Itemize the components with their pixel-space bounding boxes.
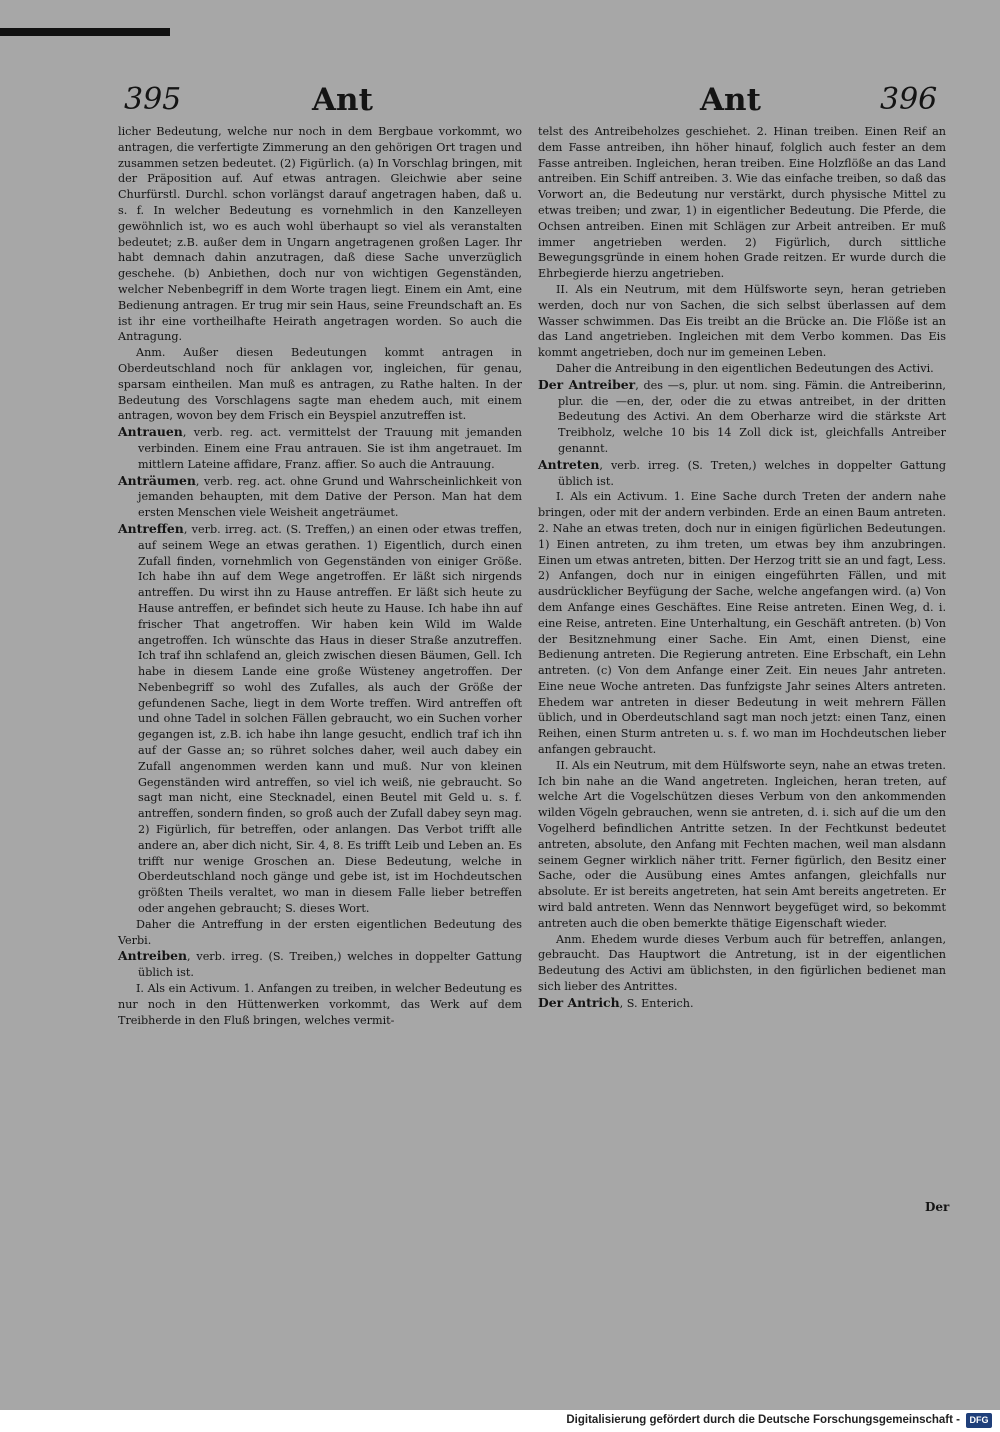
entry-antraeumen: Anträumen, verb. reg. act. ohne Grund und Wahrscheinlichkeit von jemanden behaupten, mit dem Dative der Person. Man hat dem ersten Menschen viele Weisheit angeträumet.: [118, 472, 522, 520]
entry-antreffen: Antreffen, verb. irreg. act. (S. Treffen,) an einen oder etwas treffen, auf seinem Wege an etwas gerathen. 1) Eigentlich, durch einen Zufall finden, vornehmlich von Gegenständen von einiger Größe. Ich habe ihn auf dem Wege angetroffen. Er läßt sich nirgends antreffen. Du wirst ihn zu Hause antreffen. Er läßt sich heute zu Hause antreffen, er befindet sich heute zu Hause. Ich habe ihn auf frischer That angetroffen. Wir haben kein Wild im Walde angetroffen. Ich wünschte das Haus in dieser Straße anzutreffen. Ich traf ihn schlafend an, gleich zwischen diesen Bäumen, Gell. Ich habe in diesem Lande eine große Wüsteney angetroffen. Der Nebenbegriff so wohl des Zufalles, als auch der Größe der gefundenen Sache, liegt in dem Worte treffen. Wird antreffen oft und ohne Tadel in solchen Fällen gebraucht, wo ein Suchen vorher gegangen ist, z.B. ich habe ihn lange gesucht, endlich traf ich ihn auf der Gasse an; so rühret solches daher, weil auch dabey ein Zufall angenommen werden kann und muß. Nur von kleinen Gegenständen wird antreffen, so viel ich weiß, nie gebraucht. So sagt man nicht, eine Stecknadel, einen Beutel mit Geld u. s. f. antreffen, sondern finden, so groß auch der Zufall dabey seyn mag. 2) Figürlich, für betreffen, oder anlangen. Das Verbot trifft alle andere an, aber dich nicht, Sir. 4, 8. Es trifft Leib und Leben an. Es trifft nur wenige Groschen an. Diese Bedeutung, welche in Oberdeutschland noch gänge und gebe ist, ist im Hochdeutschen größten Theils veraltet, wo man in diesem Falle lieber betreffen oder angehen gebraucht; S. dieses Wort.: [118, 520, 522, 916]
right-paragraph: Daher die Antreibung in den eigentlichen Bedeutungen des Activi.: [556, 361, 934, 375]
left-column: [118, 124, 522, 1028]
right-paragraph: Anm. Ehedem wurde dieses Verbum auch für betreffen, anlangen, gebraucht. Das Hauptwort die Antretung, ist in der eigentlichen Bedeutung des Activi am üblichsten, in den figürlichen bedienet man sich lieber des Antrittes.: [538, 932, 946, 994]
catchword: Der: [925, 1200, 950, 1214]
funding-notice: Digitalisierung gefördert durch die Deutsche Forschungsgemeinschaft -: [566, 1414, 960, 1426]
entry-antreiber: Der Antreiber, des —s, plur. ut nom. sing. Fämin. die Antreiberinn, plur. die —en, der, oder die zu etwas antreibet, in der dritten Bedeutung des Activi. An dem Oberharze wird die stärkste Art Treibholz, welche 10 bis 14 Zoll dick ist, gleichfalls Antreiber genannt.: [538, 376, 946, 455]
right-page-number: 396: [880, 82, 938, 117]
headword: Antreten: [538, 456, 600, 472]
entry-antrich: Der Antrich, S. Enterich.: [538, 994, 694, 1010]
footer-bar: [0, 1410, 1000, 1432]
left-paragraph: licher Bedeutung, welche nur noch in dem Bergbaue vorkommt, wo antragen, die verfertigte Zimmerung an den gehörigen Ort tragen und zusammen setzen bedeutet. (2) Figürlich. (a) In Vorschlag bringen, mit der Präposition auf. Auf etwas antragen. Gleichwie aber seine Churfürstl. Durchl. schon vorlängst darauf angetragen haben, daß u. s. f. In welcher Bedeutung es vornehmlich in den Kanzelleyen gewöhnlich ist, wo es auch wohl überhaupt so viel als veranstalten bedeutet; z.B. außer dem in Ungarn angetragenen großen Lager. Ihr habt demnach dahin anzutragen, daß diese Sache unverzüglich geschehe. (b) Anbiethen, doch nur von wichtigen Gegenständen, welcher Nebenbegriff in dem Worte tragen liegt. Einem ein Amt, eine Bedienung antragen. Er trug mir sein Haus, seine Freundschaft an. Es ist ihr eine vortheilhafte Heirath angetragen worden. So auch die Antragung.: [118, 125, 522, 344]
right-column: [538, 124, 946, 1012]
left-paragraph: I. Als ein Activum. 1. Anfangen zu treiben, in welcher Bedeutung es nur noch in den Hüttenwerken vorkommt, das Werk auf dem Treibherde in den Fluß bringen, welches vermit-: [118, 982, 522, 1027]
left-running-head: Ant: [312, 82, 373, 118]
entry-antreten: Antreten, verb. irreg. (S. Treten,) welches in doppelter Gattung üblich ist.: [538, 456, 946, 488]
left-paragraph: Daher die Antreffung in der ersten eigentlichen Bedeutung des Verbi.: [118, 917, 522, 947]
right-paragraph: telst des Antreibeholzes geschiehet. 2. Hinan treiben. Einen Reif an dem Fasse antreiben, ihn höher hinauf, folglich auch fester an dem Fasse antreiben. Ingleichen, heran treiben. Eine Holzflöße an das Land antreiben. Ein Schiff antreiben. 3. Wie das einfache treiben, so daß das Vorwort an, die Bedeutung nur verstärkt, durch physische Mittel zu etwas treiben; und zwar, 1) in eigentlicher Bedeutung. Die Pferde, die Ochsen antreiben. Einen mit Schlägen zur Arbeit antreiben. Er muß immer angetrieben werden. 2) Figürlich, durch sittliche Bewegungsgründe in einem hohen Grade reitzen. Er wurde durch die Ehrbegierde hierzu angetrieben.: [538, 125, 946, 281]
dfg-logo: DFG: [966, 1413, 992, 1428]
left-paragraph: Anm. Außer diesen Bedeutungen kommt antragen in Oberdeutschland noch für anklagen vor, ingleichen, für genau, sparsam eintheilen. Man muß es antragen, zu Rathe halten. In der Bedeutung des Vorschlagens sagte man ehedem auch, mit einem antragen, wovon bey dem Frisch ein Beyspiel anzutreffen ist.: [118, 346, 522, 423]
left-page-number: 395: [124, 82, 182, 117]
right-paragraph: I. Als ein Activum. 1. Eine Sache durch Treten der andern nahe bringen, oder mit der andern verbinden. Erde an einen Baum antreten. 2. Nahe an etwas treten, doch nur in einigen figürlichen Bedeutungen. 1) Einen antreten, zu ihm treten, um etwas bey ihm anzubringen. Einen um etwas antreten, bitten. Der Herzog tritt sie an und fagt, Less. 2) Anfangen, doch nur in einigen eingeführten Fällen, und mit ausdrücklicher Beyfügung der Sache, welche angefangen wird. (a) Von dem Anfange eines Geschäftes. Eine Reise antreten. Einen Weg, d. i. eine Reise, antreten. Eine Unterhaltung, ein Geschäft antreten. (b) Von der Besitznehmung einer Sache. Ein Amt, einen Dienst, eine Bedienung antreten. Die Regierung antreten. Eine Erbschaft, ein Lehn antreten. (c) Von dem Anfange einer Zeit. Ein neues Jahr antreten. Eine neue Woche antreten. Das funfzigste Jahr seines Alters antreten. Ehedem war antreten in dieser Bedeutung in weit mehrern Fällen üblich, und in Oberdeutschland sagt man noch jetzt: einen Tanz, einen Reihen, einen Sturm antreten u. s. f. wo man im Hochdeutschen lieber anfangen gebraucht.: [538, 490, 946, 757]
headword: Der Antreiber: [538, 376, 636, 392]
entry-antrauen: Antrauen, verb. reg. act. vermittelst der Trauung mit jemanden verbinden. Einem eine Frau antrauen. Sie ist ihm angetrauet. Im mittlern Lateine affidare, Franz. affier. So auch die Antrauung.: [118, 424, 522, 471]
right-paragraph: II. Als ein Neutrum, mit dem Hülfsworte seyn, nahe an etwas treten. Ich bin nahe an die Wand angetreten. Ingleichen, heran treten, auf welche Art die Vogelschützen dieses Verbum von den ankommenden wilden Vögeln gebrauchen, wenn sie antreten, d. i. sich auf die um den Vogelherd befindlichen Antritte setzen. In der Fechtkunst bedeutet antreten, absolute, den Anfang mit Fechten machen, weil man alsdann seinem Gegner wirklich näher tritt. Ferner figürlich, den Besitz einer Sache, oder die Ausübung eines Amtes anfangen, gleichfalls nur absolute. Er ist bereits angetreten, hat sein Amt bereits angetreten. Er wird bald antreten. Wenn das Nennwort beygefüget wird, so bekommt antreten auch die oben bemerkte thätige Eigenschaft wieder.: [538, 758, 946, 930]
right-paragraph: II. Als ein Neutrum, mit dem Hülfsworte seyn, heran getrieben werden, doch nur von Sachen, die sich selbst überlassen auf dem Wasser schwimmen. Das Eis treibt an die Brücke an. Die Flöße ist an das Land angetrieben. Ingleichen mit dem Verbo kommen. Das Eis kommt angetrieben, doch nur im gemeinen Leben.: [538, 282, 946, 360]
headword: Antreiben: [118, 948, 188, 964]
headword: Der Antrich: [538, 994, 620, 1010]
headword: Antrauen: [118, 424, 183, 440]
top-rule: [0, 28, 170, 36]
right-running-head: Ant: [700, 82, 761, 118]
headword: Anträumen: [118, 472, 196, 488]
entry-antreiben: Antreiben, verb. irreg. (S. Treiben,) welches in doppelter Gattung üblich ist.: [118, 948, 522, 980]
headword: Antreffen: [118, 520, 184, 536]
